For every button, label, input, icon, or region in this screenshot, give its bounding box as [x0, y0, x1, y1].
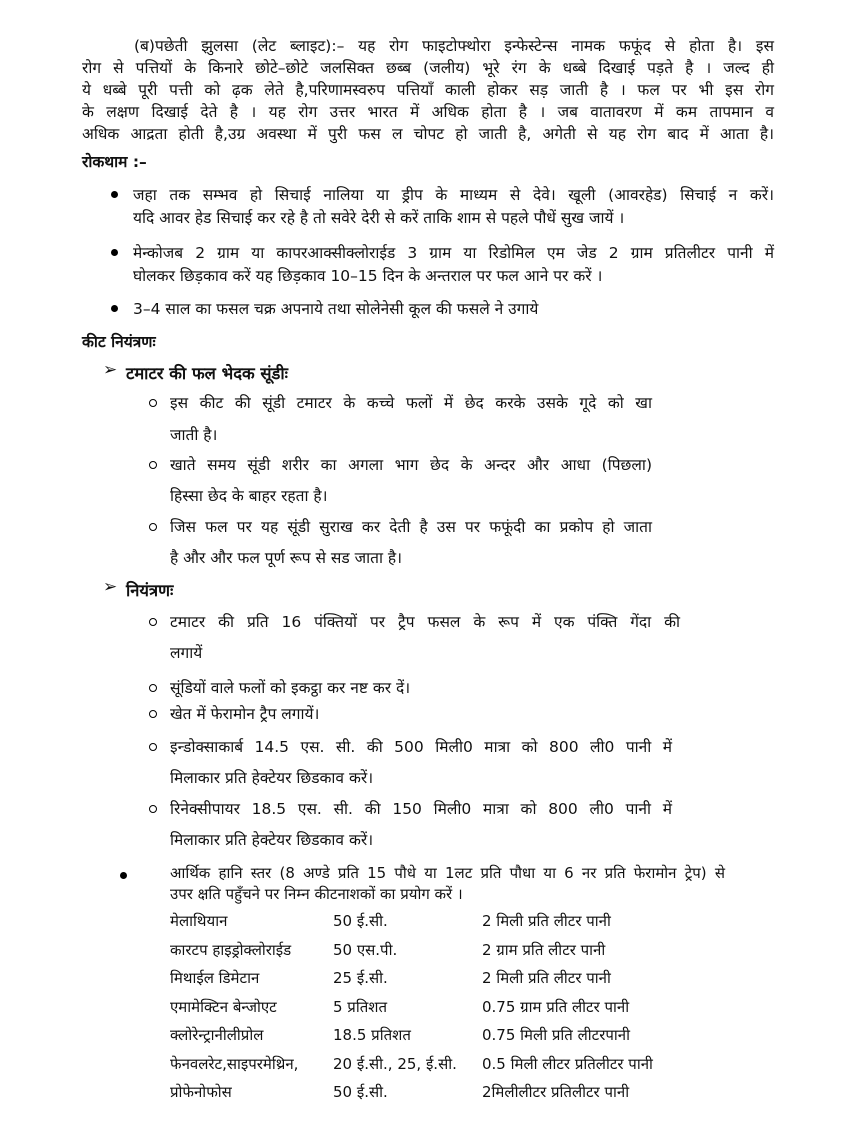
prevention-heading: रोकथाम :– [82, 153, 147, 171]
circle-bullet-icon [149, 618, 157, 626]
borer-item-line: इस कीट की सूंडी टमाटर के कच्चे फलों में छेद करके उसके गूदे को खा [170, 394, 652, 412]
borer-item-line: खाते समय सूंडी शरीर का अगला भाग छेद के अन्दर और आधा (पिछला) [170, 456, 652, 474]
circle-bullet-icon [149, 805, 157, 813]
prevention-bullet-line: जहा तक सम्भव हो सिचाई नालिया या ड्रीप के माध्यम से देवे। खूली (आवरहेड) सिचाई न करें। [133, 186, 774, 204]
prevention-bullet-line: 3–4 साल का फसल चक्र अपनाये तथा सोलेनेसी कूल की फसले ने उगाये [133, 300, 539, 318]
arrow-bullet-icon: ➢ [103, 360, 118, 380]
borer-item-line: जिस फल पर यह सूंडी सुराख कर देती है उस पर फफूंदी का प्रकोप हो जाता [170, 518, 652, 536]
intro-line: के लक्षण दिखाई देते है । यह रोग उत्तर भारत में अधिक होता है । जब वातावरण में कम तापमान व [82, 103, 774, 121]
table-cell-formulation: 50 एस.पी. [333, 941, 398, 959]
table-cell-dose: 0.5 मिली लीटर प्रतिलीटर पानी [482, 1055, 653, 1073]
threshold-line: आर्थिक हानि स्तर (8 अण्डे प्रति 15 पौधे या 1लट प्रति पौधा या 6 नर प्रति फेरामोन ट्रेप) से [170, 864, 725, 882]
circle-bullet-icon [149, 523, 157, 531]
table-cell-formulation: 18.5 प्रतिशत [333, 1026, 411, 1044]
borer-item-line: जाती है। [170, 426, 218, 444]
table-cell-dose: 2 मिली प्रति लीटर पानी [482, 969, 611, 987]
control-item-line: इन्डोक्साकार्ब 14.5 एस. सी. की 500 मिली0 मात्रा को 800 ली0 पानी में [170, 738, 672, 756]
intro-line: (ब)पछेती झुलसा (लेट ब्लाइट):– यह रोग फाइटोफ्थोरा इन्फेस्टेन्स नामक फफूंद से होता है। इस [134, 37, 774, 55]
circle-bullet-icon [149, 743, 157, 751]
intro-line: ये धब्बे पूरी पत्ती को ढ़क लेते है,परिणामस्वरुप पत्तियॉं काली होकर सड़ जाती है । फल पर भी इस रोग [82, 81, 774, 99]
borer-item-line: है और और फल पूर्ण रूप से सड जाता है। [170, 549, 403, 567]
control-item-line: मिलाकार प्रति हेक्टेयर छिडकाव करें। [170, 769, 374, 787]
threshold-line: उपर क्षति पहुॅंचने पर निम्न कीटनाशकों का प्रयोग करें । [170, 885, 463, 903]
table-cell-dose: 2 मिली प्रति लीटर पानी [482, 912, 611, 930]
table-cell-dose: 0.75 मिली प्रति लीटरपानी [482, 1026, 630, 1044]
arrow-bullet-icon: ➢ [103, 577, 118, 597]
control-item-line: खेत में फेरामोन ट्रैप लगायें। [170, 705, 320, 723]
table-cell-name: मेलाथियान [170, 912, 228, 930]
table-cell-name: प्रोफेनोफोस [170, 1083, 232, 1101]
circle-bullet-icon [149, 399, 157, 407]
intro-line: रोग से पत्तियों के किनारे छोटे–छोटे जलसिक्त छब्ब (जलीय) भूरे रंग के धब्बे दिखाई पड़ते है । जल्द ही [82, 59, 774, 77]
control-item-line: रिनेक्सीपायर 18.5 एस. सी. की 150 मिली0 मात्रा को 800 ली0 पानी में [170, 800, 672, 818]
table-cell-name: एमामेक्टिन बेन्जोएट [170, 998, 277, 1016]
control-item-line: लगायें [170, 644, 203, 662]
control-item-line: सूंडियों वाले फलों को इकट्ठा कर नष्ट कर दें। [170, 679, 411, 697]
table-cell-dose: 2 ग्राम प्रति लीटर पानी [482, 941, 606, 959]
borer-item-line: हिस्सा छेद के बाहर रहता है। [170, 487, 328, 505]
bullet-dot [111, 249, 118, 256]
bullet-dot [120, 872, 127, 879]
table-cell-formulation: 50 ई.सी. [333, 1083, 388, 1101]
pest-control-heading: कीट नियंत्रणः [82, 333, 156, 351]
bullet-dot [111, 305, 118, 312]
table-cell-name: कारटप हाइड्रोक्लोराईड [170, 941, 292, 959]
prevention-bullet-line: मेन्कोजब 2 ग्राम या कापरआक्सीक्लोराईड 3 ग्राम या रिडोमिल एम जेड 2 ग्राम प्रतिलीटर पानी में [133, 244, 774, 262]
circle-bullet-icon [149, 461, 157, 469]
control-item-line: टमाटर की प्रति 16 पंक्तियों पर ट्रैप फसल के रूप में एक पंक्ति गेंदा की [170, 613, 680, 631]
table-cell-formulation: 5 प्रतिशत [333, 998, 388, 1016]
control-item-line: मिलाकार प्रति हेक्टेयर छिडकाव करें। [170, 831, 374, 849]
table-cell-name: फेनवलरेट,साइपरमेथ्रिन, [170, 1055, 299, 1073]
prevention-bullet-line: घोलकर छिड़काव करें यह छिड़काव 10–15 दिन के अन्तराल पर फल आने पर करें । [133, 267, 603, 285]
table-cell-name: क्लोरेन्ट्रानीलीप्रोल [170, 1026, 264, 1044]
table-cell-dose: 2मिलीलीटर प्रतिलीटर पानी [482, 1083, 630, 1101]
prevention-bullet-line: यदि आवर हेड सिचाई कर रहे है तो सवेरे देरी से करें ताकि शाम से पहले पौधें सुख जायें । [133, 209, 625, 227]
table-cell-formulation: 25 ई.सी. [333, 969, 388, 987]
control-heading: नियंत्रणः [126, 581, 174, 600]
bullet-dot [111, 191, 118, 198]
table-cell-name: मिथाईल डिमेटान [170, 969, 260, 987]
borer-heading: टमाटर की फल भेदक सूंडीः [126, 364, 288, 383]
circle-bullet-icon [149, 684, 157, 692]
table-cell-formulation: 50 ई.सी. [333, 912, 388, 930]
intro-line: अधिक आद्रता होती है,उग्र अवस्था में पुरी फस ल चोपट हो जाती है, अगेती से यह रोग बाद में आता है। [82, 125, 774, 143]
table-cell-dose: 0.75 ग्राम प्रति लीटर पानी [482, 998, 630, 1016]
circle-bullet-icon [149, 710, 157, 718]
table-cell-formulation: 20 ई.सी., 25, ई.सी. [333, 1055, 457, 1073]
